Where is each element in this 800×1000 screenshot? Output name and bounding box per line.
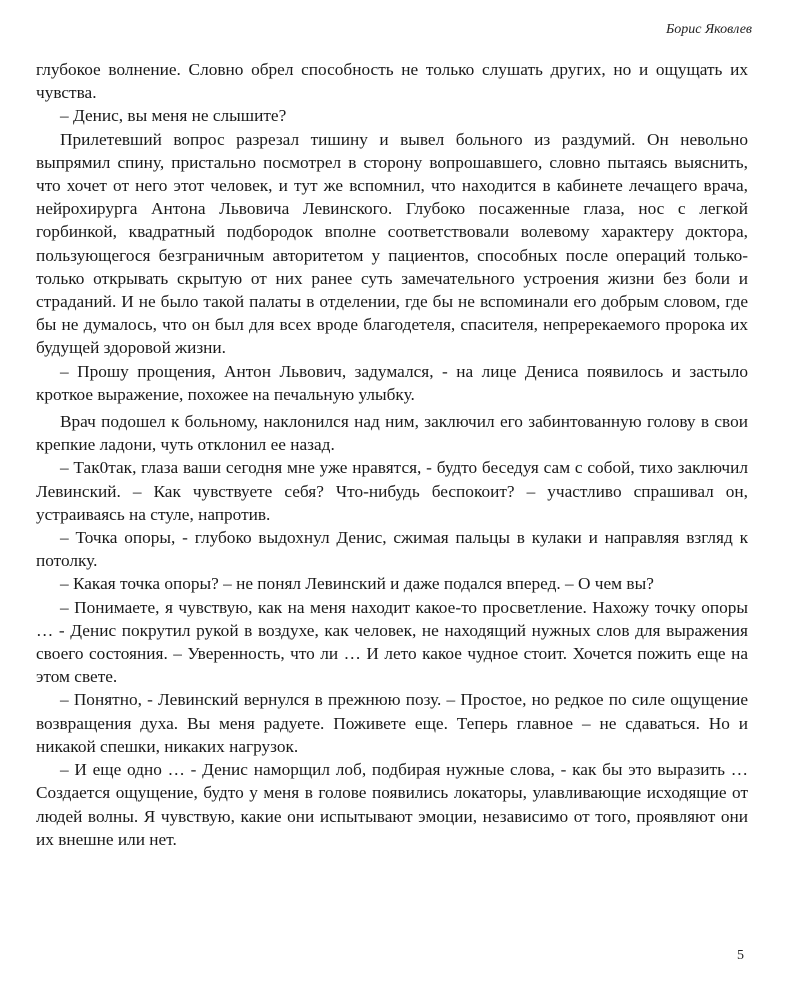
- paragraph: – Денис, вы меня не слышите?: [60, 106, 287, 126]
- paragraph: – Какая точка опоры? – не понял Левинский и даже подался вперед. – О чем вы?: [60, 574, 654, 594]
- page-number: 5: [737, 948, 744, 963]
- paragraph: – Точка опоры, - глубоко выдохнул Денис, сжимая пальцы в кулаки и направляя взгляд к потолку.: [36, 528, 748, 571]
- running-header-author: Борис Яковлев: [665, 22, 752, 37]
- paragraph: – И еще одно … - Денис наморщил лоб, подбирая нужные слова, - как бы это выразить … Создается ощущение, будто у меня в голове появились локаторы, улавливающие исходящие от людей волны. Я чувствую, какие они испытывают эмоции, независимо от того, проявляют они их внешне или нет.: [36, 760, 748, 849]
- paragraph: – Понятно, - Левинский вернулся в прежнюю позу. – Простое, но редкое по силе ощущение возвращения духа. Вы меня радуете. Поживете еще. Теперь главное – не сдаваться. Но и никакой спешки, никаких нагрузок.: [36, 690, 748, 756]
- paragraph: – Понимаете, я чувствую, как на меня находит какое-то просветление. Нахожу точку опоры … - Денис покрутил рукой в воздухе, как человек, не находящий нужных слов для выражения своего состояния. – Уверенность, что ли … И лето какое чудное стоит. Хочется пожить еще на этом свете.: [36, 597, 748, 687]
- page-body-text: [36, 58, 748, 851]
- paragraph: Врач подошел к больному, наклонился над ним, заключил его забинтованную голову в свои крепкие ладони, чуть отклонил ее назад.: [36, 412, 748, 455]
- paragraph: – Прошу прощения, Антон Львович, задумался, - на лице Дениса появилось и застыло кроткое выражение, похожее на печальную улыбку.: [36, 361, 748, 404]
- paragraph: – Так0так, глаза ваши сегодня мне уже нравятся, - будто беседуя сам с собой, тихо заключил Левинский. – Как чувствуете себя? Что-нибудь беспокоит? – участливо спрашивал он, устраиваясь на стуле, напротив.: [36, 458, 748, 524]
- paragraph: глубокое волнение. Словно обрел способность не только слушать других, но и ощущать их чувства.: [36, 60, 748, 103]
- paragraph: Прилетевший вопрос разрезал тишину и вывел больного из раздумий. Он невольно выпрямил спину, пристально посмотрел в сторону вопрошавшего, словно пытаясь выяснить, что хочет от него этот человек, и тут же вспомнил, что находится в кабинете лечащего врача, нейрохирурга Антона Львовича Левинского. Глубоко посаженные глаза, нос с легкой горбинкой, квадратный подбородок вполне соответствовали волевому характеру доктора, пользующегося безграничным авторитетом у пациентов, способных после операций только-только открывать скрытую от них ранее суть замечательного устроения жизни без боли и страданий. И не было такой палаты в отделении, где бы не вспоминали его добрым словом, где бы не думалось, что он был для всех вроде благодетеля, спасителя, непререкаемого пророка их будущей здоровой жизни.: [36, 129, 748, 358]
